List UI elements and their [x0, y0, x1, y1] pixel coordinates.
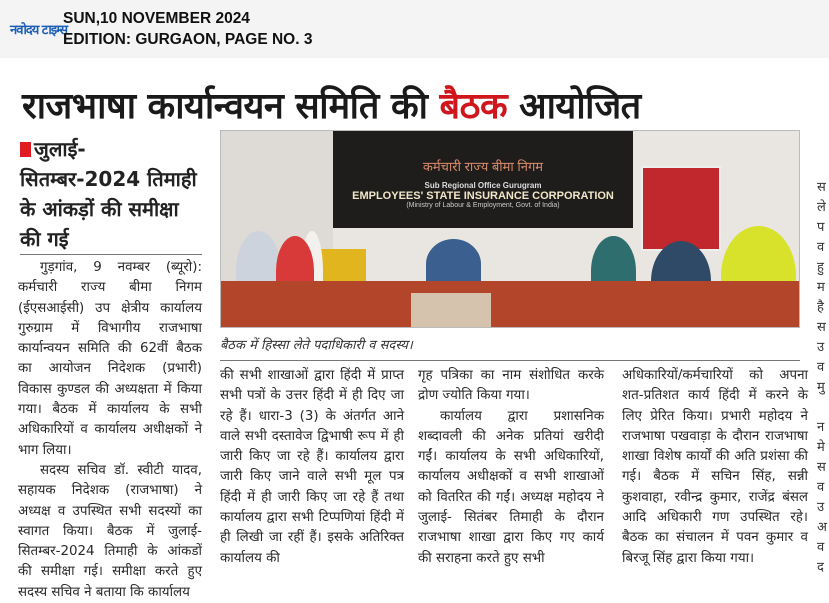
fragment-line: ले: [817, 200, 826, 215]
fragment-line: उ: [817, 340, 825, 355]
paragraph: की सभी शाखाओं द्वारा हिंदी में प्राप्त सभी पत्रों के उत्तर हिंदी में ही दिए जा रहे हैं। धारा-3 (3) के अंतर्गत आने वाले सभी दस्तावेज द्विभाषी रूप में ही जारी किए जा रहे हैं। कार्यालय द्वारा जारी किए जाने वाले सभी मूल पत्र हिंदी में ही जारी किए जा रहे हैं तथा कार्यालय द्वारा सभी टिप्पणियां हिंदी में ही लिखी जा रहीं हैं। इसके अतिरिक्त कार्यालय की: [220, 368, 404, 566]
divider: [20, 254, 202, 255]
headline-highlight: बैठक: [439, 86, 508, 127]
chair: [411, 293, 491, 328]
fragment-line: स: [817, 320, 826, 335]
article-column-2: [220, 366, 404, 569]
edition-info: [63, 8, 312, 50]
subheadline-text: जुलाई-सितम्बर-2024 तिमाही के आंकड़ों की समीक्षा की गई: [20, 137, 197, 251]
sign-org: EMPLOYEES' STATE INSURANCE CORPORATION: [352, 190, 614, 202]
fragment-line: है: [817, 300, 824, 315]
fragment-line: प: [817, 220, 825, 235]
red-bullet-icon: [20, 142, 31, 157]
fragment-line: हु: [817, 260, 824, 275]
fragment-line: न: [817, 420, 825, 435]
divider: [220, 360, 800, 361]
fragment-line: स: [817, 460, 826, 475]
fragment-line: द: [817, 560, 824, 575]
meeting-photo: [220, 130, 800, 328]
paragraph: अधिकारियों/कर्मचारियों को अपना शत-प्रतिशत कार्य हिंदी में करने के लिए प्रेरित किया। प्रभारी महोदय ने राजभाषा पखवाड़ा के दौरान राजभाषा शाखा विशेष कार्यों की अति प्रशंसा की गई। बैठक में सचिन सिंह, सन्नी कुशवाहा, रवीन्द्र कुमार, राजेंद्र बंसल आदि अधिकारी गण उपस्थित रहे। बैठक का संचालन में पवन कुमार व बिरजू सिंह द्वारा किया गया।: [622, 368, 808, 566]
edition-page: EDITION: GURGAON, PAGE NO. 3: [63, 31, 313, 48]
photo-caption: बैठक में हिस्सा लेते पदाधिकारी व सदस्य।: [220, 338, 413, 353]
fragment-line: उ: [817, 500, 825, 515]
article-column-1: [18, 258, 202, 603]
fragment-line: व: [817, 240, 825, 255]
fragment-line: व: [817, 480, 825, 495]
paragraph: गृह पत्रिका का नाम संशोधित करके द्रोण ज्योति किया गया।: [418, 368, 604, 404]
paragraph: सदस्य सचिव डॉ. स्वीटी यादव, सहायक निदेशक (राजभाषा) ने अध्यक्ष व उपस्थित सभी सदस्यों का स्वागत किया। बैठक में जुलाई-सितम्बर-2024 तिमाही के आंकडों की समीक्षा गई। समीक्षा करते हुए सदस्य सचिव ने बताया कि कार्यालय: [18, 462, 202, 600]
fragment-line: मे: [817, 440, 825, 455]
headline-text: राजभाषा कार्यान्वयन समिति की: [22, 86, 440, 127]
adjacent-article-fragment: [817, 178, 829, 578]
article-column-4: [622, 366, 808, 569]
article-column-3: [418, 366, 604, 569]
sign-office: Sub Regional Office Gurugram: [424, 181, 542, 190]
headline-text-end: आयोजित: [507, 86, 641, 127]
esic-signboard: [333, 131, 633, 228]
sign-ministry: (Ministry of Labour & Employment, Govt. of India): [406, 202, 560, 209]
fragment-line: [817, 398, 829, 418]
fragment-line: म: [817, 280, 825, 295]
fragment-line: व: [817, 360, 825, 375]
paragraph: कार्यालय द्वारा प्रशासनिक शब्दावली की अनेक प्रतियां खरीदी गईं। कार्यालय के सभी अधिकारियों, कार्यालय अधीक्षकों व सभी शाखाओं को वितरित की गईं। अध्यक्ष महोदय ने जुलाई- सितंबर तिमाही के दौरान राजभाषा शाखा द्वारा किए गए कार्य की सराहना करते हुए सभी: [418, 408, 604, 566]
fragment-line: अ: [817, 520, 827, 535]
conference-table: [221, 281, 800, 328]
esic-banner: [641, 166, 721, 251]
article-subheadline: [20, 134, 205, 254]
article-headline: [22, 80, 822, 129]
newspaper-logo: नवोदय टाइम्स: [10, 23, 68, 38]
fragment-line: व: [817, 540, 825, 555]
paragraph: गुड़गांव, 9 नवम्बर (ब्यूरो): कर्मचारी राज्य बीमा निगम (ईएसआईसी) उप क्षेत्रीय कार्यालय गुरुग्राम में विभागीय राजभाषा कार्यान्वयन समिति की 62वीं बैठक का आयोजन निदेशक (प्रभारी) विकास कुण्डल की अध्यक्षता में किया गया। बैठक में कार्यालय के सभी अधिकारियों व कार्यालय अधीक्षकों ने भाग लिया।: [18, 260, 202, 458]
fragment-line: मु: [817, 380, 825, 395]
publication-date: SUN,10 NOVEMBER 2024: [63, 10, 250, 27]
fragment-line: स: [817, 180, 826, 195]
sign-hindi: कर्मचारी राज्य बीमा निगम: [422, 159, 544, 174]
clipping-header: [0, 0, 829, 58]
